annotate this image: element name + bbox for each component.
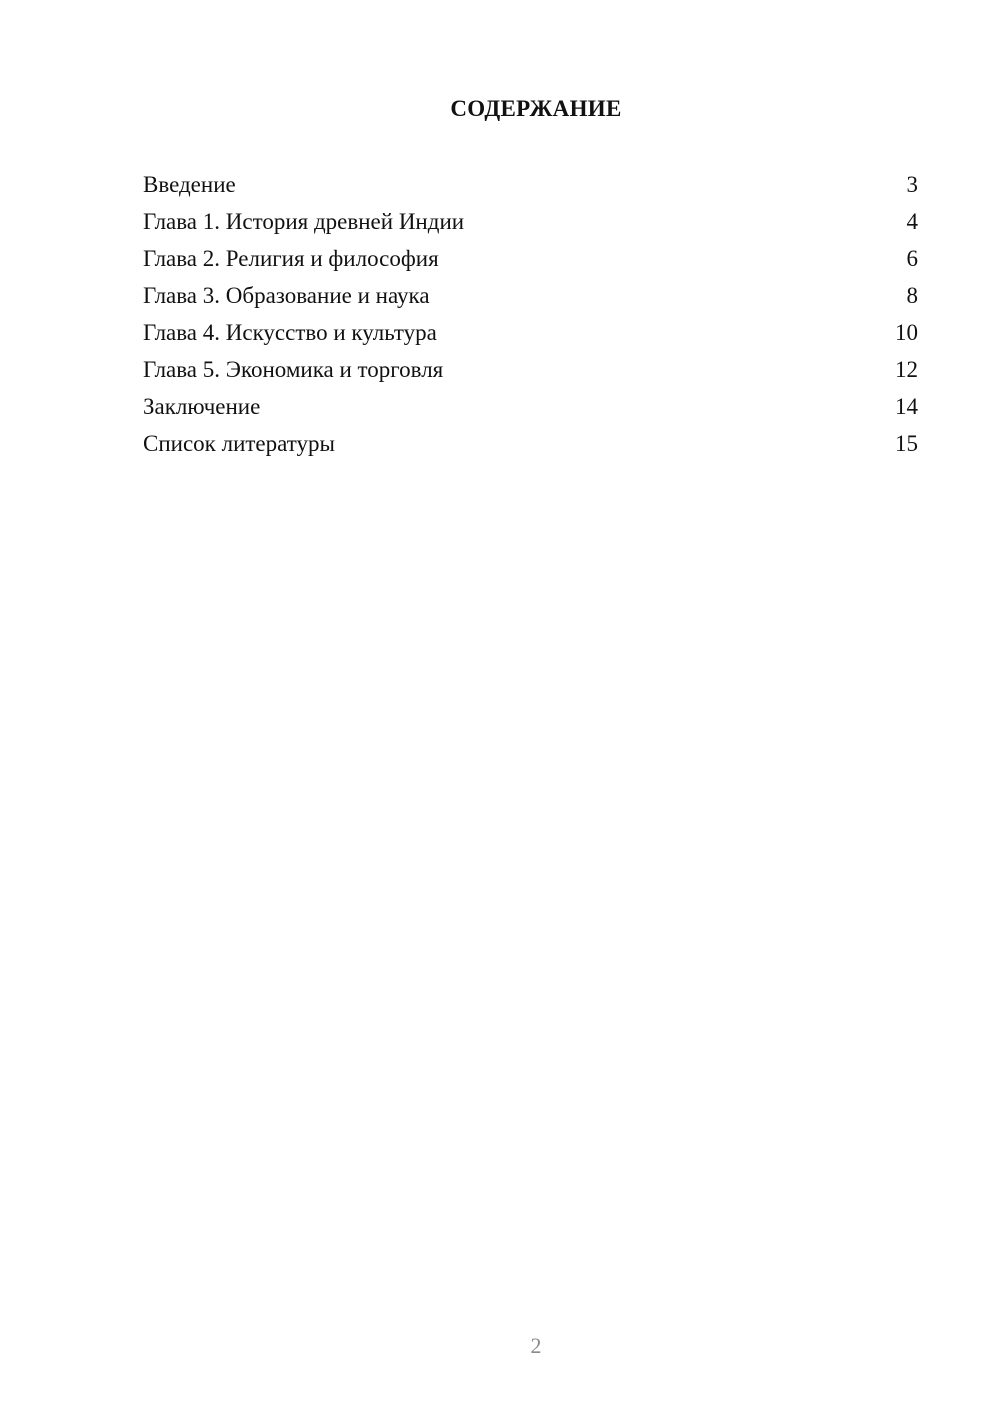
toc-entry-chapter-1	[143, 207, 918, 244]
toc-entry-page: 12	[895, 357, 918, 382]
toc-entry-page: 10	[895, 320, 918, 345]
page-title: СОДЕРЖАНИЕ	[450, 96, 622, 121]
toc-entry-chapter-5	[143, 355, 918, 392]
toc-entry-label: Глава 1. История древней Индии	[143, 209, 465, 234]
toc-entry-chapter-4	[143, 318, 918, 355]
toc-entry-label: Глава 2. Религия и философия	[143, 246, 439, 271]
toc-entry-chapter-3	[143, 281, 918, 318]
toc-entry-page: 15	[895, 431, 918, 456]
toc-entry-label: Глава 4. Искусство и культура	[143, 320, 437, 345]
table-of-contents	[143, 170, 918, 466]
toc-entry-page: 14	[895, 394, 918, 419]
toc-entry-label: Глава 5. Экономика и торговля	[143, 357, 444, 382]
toc-entry-chapter-2	[143, 244, 918, 281]
page-number: 2	[530, 1333, 542, 1358]
toc-entry-label: Глава 3. Образование и наука	[143, 283, 430, 308]
toc-entry-label: Список литературы	[143, 431, 335, 456]
toc-entry-label: Заключение	[143, 394, 261, 419]
toc-entry-introduction	[143, 170, 918, 207]
toc-entry-conclusion	[143, 392, 918, 429]
toc-entry-label: Введение	[143, 172, 236, 197]
toc-entry-page: 6	[906, 246, 918, 271]
toc-entry-page: 4	[906, 209, 918, 234]
toc-entry-page: 8	[906, 283, 918, 308]
toc-entry-bibliography	[143, 429, 918, 466]
toc-entry-page: 3	[906, 172, 918, 197]
